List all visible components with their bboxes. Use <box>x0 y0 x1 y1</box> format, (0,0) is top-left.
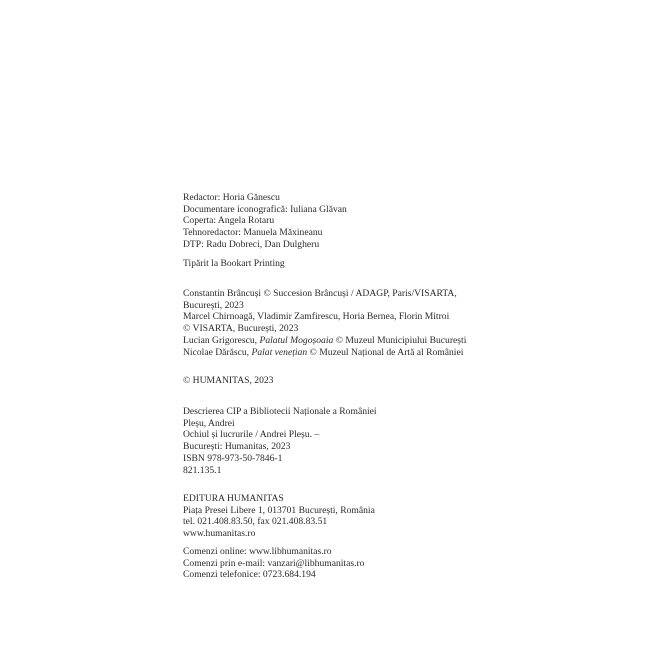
credit-dtp: DTP: Radu Dobreci, Dan Dulgheru <box>183 238 320 250</box>
cip-heading: Descrierea CIP a Bibliotecii Naționale a României <box>183 406 377 417</box>
printer-line: Tipărit la Bookart Printing <box>183 258 285 269</box>
art-copyright-line: București, 2023 <box>183 299 244 311</box>
art-copyright-line <box>183 335 466 347</box>
art-copyright-line <box>183 347 466 359</box>
artwork-owner: © Muzeul Național de Artă al României <box>307 346 464 358</box>
cip-imprint: București: Humanitas, 2023 <box>183 441 291 453</box>
editorial-credits <box>183 192 347 251</box>
orders-email: Comenzi prin e-mail: vanzari@libhumanitas.ro <box>183 557 365 569</box>
printer-note <box>183 258 285 270</box>
art-copyright-line: © VISARTA, București, 2023 <box>183 323 299 335</box>
publisher-address: Piața Presei Libere 1, 013701 București, România <box>183 504 375 516</box>
artwork-owner: © Muzeul Municipiului București <box>333 334 467 346</box>
artwork-title: Palat venețian <box>251 346 308 358</box>
artist-name: Lucian Grigorescu, <box>183 334 260 346</box>
credit-cover: Coperta: Angela Rotaru <box>183 215 275 227</box>
cip-author: Pleșu, Andrei <box>183 417 235 429</box>
publisher-phone-fax: tel. 021.408.83.50, fax 021.408.83.51 <box>183 516 328 528</box>
publisher-copyright <box>183 375 273 387</box>
credit-iconography: Documentare iconografică: Iuliana Glăvan <box>183 203 347 215</box>
art-copyright-line: Constantin Brâncuși © Succesion Brâncuși / ADAGP, Paris/VISARTA, <box>183 288 457 299</box>
cip-description <box>183 406 377 476</box>
cip-classification: 821.135.1 <box>183 464 222 476</box>
art-copyright-line: Marcel Chirnoagă, Vladimir Zamfirescu, Horia Bernea, Florin Mitroi <box>183 311 450 323</box>
cip-title: Ochiul și lucrurile / Andrei Pleșu. – <box>183 429 320 441</box>
orders-online: Comenzi online: www.libhumanitas.ro <box>183 546 332 557</box>
credit-editor: Redactor: Horia Gănescu <box>183 192 280 203</box>
humanitas-copyright-line: © HUMANITAS, 2023 <box>183 375 274 386</box>
credit-typesetter: Tehnoredactor: Manuela Măxineanu <box>183 227 323 239</box>
publisher-website: www.humanitas.ro <box>183 528 256 540</box>
orders-phone: Comenzi telefonice: 0723.684.194 <box>183 569 316 581</box>
artwork-title: Palatul Mogoșoaia <box>259 334 334 346</box>
cip-isbn: ISBN 978-973-50-7846-1 <box>183 452 283 464</box>
order-info <box>183 546 364 581</box>
publisher-contact <box>183 493 375 540</box>
artist-name: Nicolae Dărăscu, <box>183 346 252 358</box>
publisher-name: EDITURA HUMANITAS <box>183 493 284 504</box>
artwork-copyrights <box>183 288 466 358</box>
